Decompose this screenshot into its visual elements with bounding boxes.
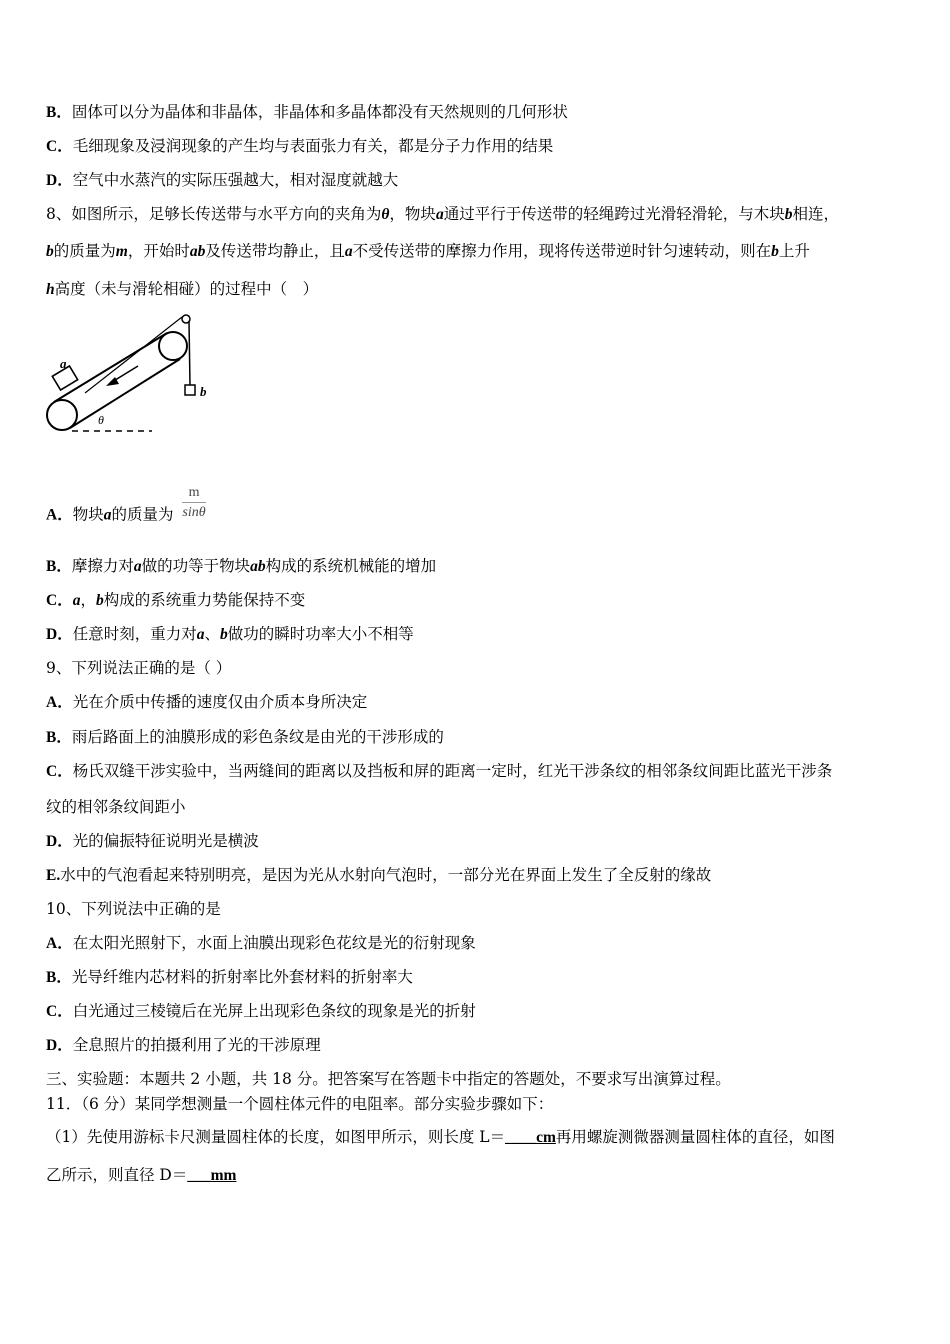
q9-option-c-cont: 纹的相邻条纹间距小 xyxy=(46,798,186,816)
q8-option-b: B．摩擦力对a做的功等于物块ab构成的系统机械能的增加 xyxy=(46,557,437,575)
q7-option-b: B．固体可以分为晶体和非晶体，非晶体和多晶体都没有天然规则的几何形状 xyxy=(46,103,568,121)
q8-stem-line2: b的质量为m，开始时ab及传送带均静止，且a不受传送带的摩擦力作用，现将传送带逆时针匀速转动，则在b上升 xyxy=(46,242,810,260)
label-a: a xyxy=(60,356,67,371)
q9-option-e: E.水中的气泡看起来特别明亮，是因为光从水射向气泡时，一部分光在界面上发生了全反射的缘故 xyxy=(46,866,712,884)
rope-a xyxy=(85,317,182,393)
q10-option-c: C．白光通过三棱镜后在光屏上出现彩色条纹的现象是光的折射 xyxy=(46,1002,476,1020)
q9-option-d: D．光的偏振特征说明光是横波 xyxy=(46,832,259,850)
q10-option-a: A．在太阳光照射下，水面上油膜出现彩色花纹是光的衍射现象 xyxy=(46,934,476,952)
label-theta: θ xyxy=(98,413,104,427)
q9-option-a: A．光在介质中传播的速度仅由介质本身所决定 xyxy=(46,693,368,711)
q7-option-c: C．毛细现象及浸润现象的产生均与表面张力有关，都是分子力作用的结果 xyxy=(46,137,554,155)
q11-part1-line2: 乙所示，则直径 D＝___mm xyxy=(46,1166,237,1184)
belt-direction-arrow xyxy=(106,366,138,386)
q9-stem: 9、下列说法正确的是（ ） xyxy=(46,659,232,677)
q10-option-d: D．全息照片的拍摄利用了光的干涉原理 xyxy=(46,1036,321,1054)
rope xyxy=(189,321,190,386)
q8-stem-line1: 8、如图所示，足够长传送带与水平方向的夹角为θ，物块a通过平行于传送带的轻绳跨过光滑轻滑轮，与木块b相连， xyxy=(46,205,839,223)
q10-option-b: B．光导纤维内芯材料的折射率比外套材料的折射率大 xyxy=(46,968,413,986)
q8-option-d: D．任意时刻，重力对a、b做功的瞬时功率大小不相等 xyxy=(46,625,414,643)
diameter-blank[interactable]: ___mm xyxy=(187,1167,237,1184)
block-b xyxy=(185,385,195,395)
q9-option-b: B．雨后路面上的油膜形成的彩色条纹是由光的干涉形成的 xyxy=(46,728,444,746)
q11-part1-line1: （1）先使用游标卡尺测量圆柱体的长度，如图甲所示，则长度 L＝____cm再用螺旋测微器测量圆柱体的直径，如图 xyxy=(46,1128,835,1146)
q8-option-a: A．物块a的质量为 $\frac{m}{\sin\theta}$ xyxy=(46,485,206,524)
label-b: b xyxy=(200,384,207,399)
q11-stem: 11．（6 分）某同学想测量一个圆柱体元件的电阻率。部分实验步骤如下： xyxy=(46,1095,554,1113)
length-blank[interactable]: ____cm xyxy=(505,1129,556,1146)
conveyor-belt-diagram xyxy=(40,308,230,443)
q10-stem: 10、下列说法中正确的是 xyxy=(46,900,221,918)
mass-fraction: $\frac{m}{\sin\theta}$ xyxy=(182,485,206,520)
section-3-heading: 三、实验题：本题共 2 小题，共 18 分。把答案写在答题卡中指定的答题处，不要求写出演算过程。 xyxy=(46,1070,731,1088)
q9-option-c: C．杨氏双缝干涉实验中，当两缝间的距离以及挡板和屏的距离一定时，红光干涉条纹的相邻条纹间距比蓝光干涉条 xyxy=(46,762,833,780)
q7-option-d: D．空气中水蒸汽的实际压强越大，相对湿度就越大 xyxy=(46,171,399,189)
q8-option-c: C．a，b构成的系统重力势能保持不变 xyxy=(46,591,306,609)
q8-stem-line3: h高度（未与滑轮相碰）的过程中（ ） xyxy=(46,280,319,298)
